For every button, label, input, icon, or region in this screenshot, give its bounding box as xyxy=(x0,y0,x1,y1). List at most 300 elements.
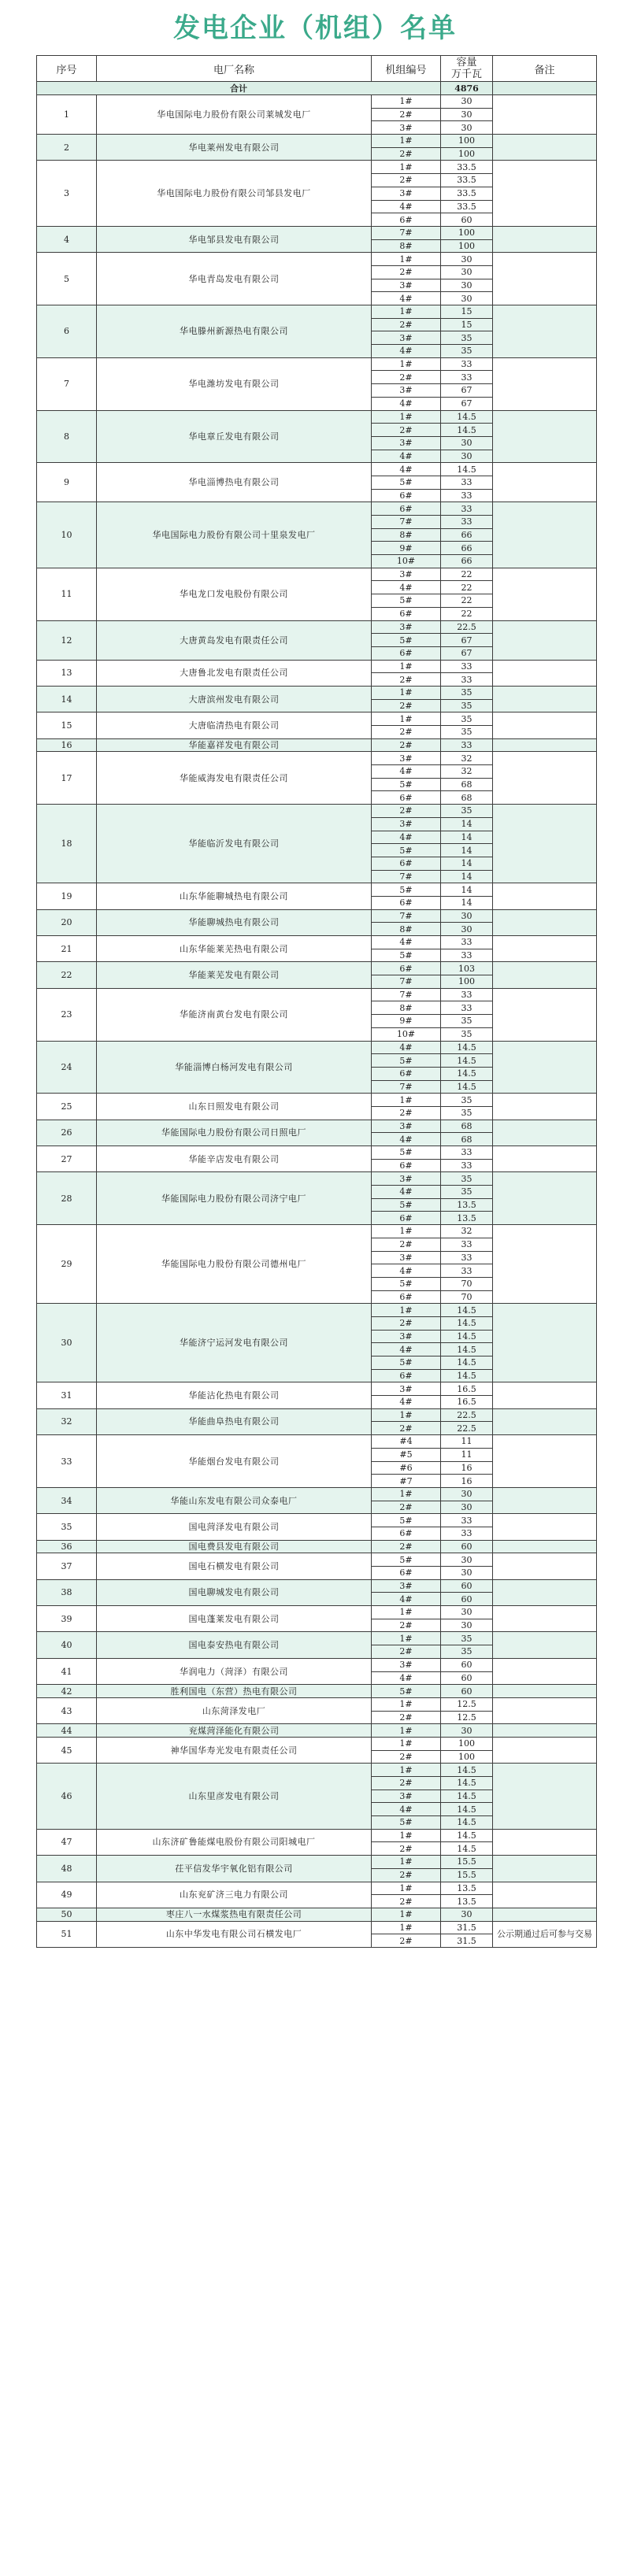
unit-no-cell: 7# xyxy=(372,870,441,883)
unit-no-cell: 6# xyxy=(372,502,441,516)
capacity-cell: 33 xyxy=(441,371,493,384)
remarks-cell xyxy=(493,1225,597,1304)
plant-name-cell: 大唐鲁北发电有限责任公司 xyxy=(97,660,372,686)
seq-cell: 5 xyxy=(37,253,97,305)
plant-name-cell: 华电邹县发电有限公司 xyxy=(97,226,372,252)
table-row xyxy=(37,752,597,765)
unit-no-cell: 3# xyxy=(372,187,441,200)
unit-no-cell: 5# xyxy=(372,1146,441,1160)
seq-cell: 17 xyxy=(37,752,97,805)
unit-no-cell: 4# xyxy=(372,463,441,476)
remarks-cell xyxy=(493,305,597,358)
capacity-cell: 22 xyxy=(441,607,493,620)
capacity-cell: 33 xyxy=(441,1514,493,1527)
table-row xyxy=(37,1408,597,1422)
remarks-cell xyxy=(493,1856,597,1882)
unit-no-cell: 4# xyxy=(372,1041,441,1054)
remarks-cell xyxy=(493,1304,597,1382)
unit-no-cell: 10# xyxy=(372,555,441,568)
plant-name-cell: 华润电力（菏泽）有限公司 xyxy=(97,1658,372,1684)
unit-no-cell: 5# xyxy=(372,844,441,857)
unit-no-cell: 9# xyxy=(372,1015,441,1028)
table-row xyxy=(37,1737,597,1750)
capacity-cell: 30 xyxy=(441,923,493,936)
seq-cell: 20 xyxy=(37,909,97,935)
plant-name-cell: 华能烟台发电有限公司 xyxy=(97,1435,372,1488)
unit-no-cell: 2# xyxy=(372,1645,441,1659)
capacity-cell: 66 xyxy=(441,542,493,555)
capacity-cell: 14.5 xyxy=(441,1343,493,1356)
unit-no-cell: 4# xyxy=(372,1671,441,1685)
seq-cell: 25 xyxy=(37,1094,97,1120)
remarks-cell xyxy=(493,738,597,752)
remarks-cell xyxy=(493,752,597,805)
capacity-cell: 68 xyxy=(441,791,493,805)
capacity-cell: 30 xyxy=(441,279,493,292)
unit-no-cell: 2# xyxy=(372,1106,441,1120)
remarks-cell xyxy=(493,1579,597,1605)
capacity-cell: 35 xyxy=(441,1094,493,1107)
capacity-cell: 33 xyxy=(441,738,493,752)
plant-name-cell: 华电国际电力股份有限公司邹县发电厂 xyxy=(97,161,372,226)
seq-cell: 36 xyxy=(37,1540,97,1553)
capacity-cell: 33 xyxy=(441,660,493,673)
table-row xyxy=(37,1382,597,1396)
table-row xyxy=(37,1487,597,1501)
capacity-cell: 14.5 xyxy=(441,1842,493,1856)
capacity-cell: 68 xyxy=(441,778,493,791)
unit-no-cell: 1# xyxy=(372,1408,441,1422)
capacity-cell: 33 xyxy=(441,1527,493,1540)
capacity-cell: 30 xyxy=(441,108,493,121)
table-row xyxy=(37,357,597,371)
remarks-cell xyxy=(493,1829,597,1855)
seq-cell: 18 xyxy=(37,805,97,883)
unit-no-cell: 1# xyxy=(372,1724,441,1738)
capacity-cell: 30 xyxy=(441,1619,493,1632)
unit-no-cell: 4# xyxy=(372,581,441,594)
table-row xyxy=(37,1921,597,1934)
capacity-cell: 60 xyxy=(441,1540,493,1553)
table-row xyxy=(37,936,597,949)
unit-no-cell: 1# xyxy=(372,1829,441,1842)
seq-cell: 43 xyxy=(37,1697,97,1723)
plant-name-cell: 大唐滨州发电有限公司 xyxy=(97,686,372,712)
plant-name-cell: 山东中华发电有限公司石横发电厂 xyxy=(97,1921,372,1947)
total-label: 合计 xyxy=(37,82,441,95)
capacity-cell: 60 xyxy=(441,213,493,227)
capacity-cell: 33.5 xyxy=(441,174,493,187)
unit-no-cell: 1# xyxy=(372,1606,441,1619)
seq-cell: 21 xyxy=(37,936,97,962)
table-row xyxy=(37,1041,597,1054)
unit-no-cell: 1# xyxy=(372,1882,441,1895)
plant-name-cell: 华能国际电力股份有限公司德州电厂 xyxy=(97,1225,372,1304)
capacity-cell: 14 xyxy=(441,857,493,870)
capacity-cell: 33 xyxy=(441,489,493,502)
capacity-cell: 15.5 xyxy=(441,1856,493,1869)
remarks-cell xyxy=(493,253,597,305)
capacity-cell: 30 xyxy=(441,450,493,463)
unit-no-cell: 10# xyxy=(372,1027,441,1041)
seq-cell: 11 xyxy=(37,568,97,620)
seq-cell: 22 xyxy=(37,962,97,988)
unit-no-cell: 3# xyxy=(372,436,441,450)
unit-no-cell: 1# xyxy=(372,1094,441,1107)
capacity-cell: 14 xyxy=(441,896,493,909)
unit-no-cell: 5# xyxy=(372,1685,441,1698)
seq-cell: 47 xyxy=(37,1829,97,1855)
remarks-cell xyxy=(493,805,597,883)
table-row xyxy=(37,161,597,174)
capacity-cell: 16 xyxy=(441,1475,493,1488)
plant-name-cell: 枣庄八一水煤浆热电有限责任公司 xyxy=(97,1908,372,1921)
capacity-cell: 14 xyxy=(441,883,493,897)
unit-no-cell: 4# xyxy=(372,936,441,949)
plant-name-cell: 华能聊城热电有限公司 xyxy=(97,909,372,935)
seq-cell: 33 xyxy=(37,1435,97,1488)
unit-no-cell: 6# xyxy=(372,791,441,805)
unit-no-cell: 1# xyxy=(372,305,441,319)
capacity-cell: 33.5 xyxy=(441,187,493,200)
unit-no-cell: 7# xyxy=(372,975,441,989)
plant-name-cell: 华能临沂发电有限公司 xyxy=(97,805,372,883)
remarks-cell xyxy=(493,1737,597,1763)
capacity-cell: 32 xyxy=(441,765,493,779)
table-row xyxy=(37,305,597,319)
unit-no-cell: 2# xyxy=(372,147,441,161)
table-row xyxy=(37,1685,597,1698)
table-row xyxy=(37,1764,597,1777)
table-row xyxy=(37,1146,597,1160)
plant-name-cell: 山东里彦发电有限公司 xyxy=(97,1764,372,1829)
capacity-cell: 33 xyxy=(441,1251,493,1264)
unit-no-cell: 6# xyxy=(372,607,441,620)
unit-no-cell: 5# xyxy=(372,1054,441,1068)
capacity-cell: 14.5 xyxy=(441,1829,493,1842)
capacity-cell: 33 xyxy=(441,936,493,949)
capacity-cell: 13.5 xyxy=(441,1882,493,1895)
unit-no-cell: 2# xyxy=(372,1868,441,1882)
unit-no-cell: 5# xyxy=(372,1553,441,1567)
capacity-cell: 70 xyxy=(441,1277,493,1290)
remarks-cell xyxy=(493,410,597,463)
plant-name-cell: 国电蓬莱发电有限公司 xyxy=(97,1606,372,1632)
capacity-cell: 11 xyxy=(441,1448,493,1461)
capacity-cell: 12.5 xyxy=(441,1711,493,1724)
remarks-cell xyxy=(493,686,597,712)
plant-name-cell: 兖煤菏泽能化有限公司 xyxy=(97,1724,372,1738)
capacity-cell: 31.5 xyxy=(441,1934,493,1948)
seq-cell: 26 xyxy=(37,1120,97,1146)
capacity-cell: 60 xyxy=(441,1658,493,1671)
capacity-cell: 14.5 xyxy=(441,1067,493,1080)
unit-no-cell: 8# xyxy=(372,1001,441,1015)
unit-no-cell: 1# xyxy=(372,1304,441,1317)
unit-no-cell: 1# xyxy=(372,410,441,424)
capacity-cell: 60 xyxy=(441,1593,493,1606)
capacity-cell: 30 xyxy=(441,909,493,923)
capacity-cell: 11 xyxy=(441,1435,493,1449)
table-row xyxy=(37,410,597,424)
seq-cell: 24 xyxy=(37,1041,97,1094)
unit-no-cell: 2# xyxy=(372,371,441,384)
unit-no-cell: 2# xyxy=(372,726,441,739)
unit-no-cell: 6# xyxy=(372,1159,441,1172)
capacity-cell: 30 xyxy=(441,1606,493,1619)
plant-name-cell: 大唐临清热电有限公司 xyxy=(97,712,372,738)
capacity-cell: 14 xyxy=(441,870,493,883)
capacity-cell: 22 xyxy=(441,581,493,594)
unit-no-cell: 3# xyxy=(372,817,441,831)
unit-no-cell: 3# xyxy=(372,568,441,581)
table-row xyxy=(37,620,597,634)
capacity-cell: 30 xyxy=(441,253,493,266)
remarks-cell xyxy=(493,1764,597,1829)
header-capacity-unit: 万千瓦 xyxy=(450,68,482,80)
plant-name-cell: 华能国际电力股份有限公司日照电厂 xyxy=(97,1120,372,1146)
unit-no-cell: 1# xyxy=(372,1697,441,1711)
unit-no-cell: 6# xyxy=(372,1067,441,1080)
table-row xyxy=(37,738,597,752)
seq-cell: 42 xyxy=(37,1685,97,1698)
remarks-cell xyxy=(493,962,597,988)
unit-no-cell: 4# xyxy=(372,1343,441,1356)
unit-no-cell: 1# xyxy=(372,1764,441,1777)
table-row xyxy=(37,1882,597,1895)
table-row xyxy=(37,1697,597,1711)
remarks-cell xyxy=(493,660,597,686)
unit-no-cell: 2# xyxy=(372,1842,441,1856)
unit-no-cell: 6# xyxy=(372,1567,441,1580)
remarks-cell xyxy=(493,1697,597,1723)
plant-name-cell: 华能嘉祥发电有限公司 xyxy=(97,738,372,752)
seq-cell: 29 xyxy=(37,1225,97,1304)
remarks-cell xyxy=(493,502,597,568)
remarks-cell xyxy=(493,95,597,135)
unit-no-cell: 5# xyxy=(372,949,441,962)
capacity-cell: 35 xyxy=(441,1632,493,1645)
unit-no-cell: 1# xyxy=(372,95,441,109)
seq-cell: 12 xyxy=(37,620,97,660)
unit-no-cell: 2# xyxy=(372,1316,441,1330)
capacity-cell: 70 xyxy=(441,1290,493,1304)
seq-cell: 37 xyxy=(37,1553,97,1579)
capacity-cell: 35 xyxy=(441,345,493,358)
plant-name-cell: 华电潍坊发电有限公司 xyxy=(97,357,372,410)
unit-no-cell: 9# xyxy=(372,542,441,555)
capacity-cell: 14 xyxy=(441,844,493,857)
remarks-cell xyxy=(493,1382,597,1408)
header-seq: 序号 xyxy=(37,56,97,82)
plant-name-cell: 华能莱芜发电有限公司 xyxy=(97,962,372,988)
unit-no-cell: 2# xyxy=(372,1777,441,1790)
seq-cell: 51 xyxy=(37,1921,97,1947)
seq-cell: 31 xyxy=(37,1382,97,1408)
capacity-cell: 12.5 xyxy=(441,1697,493,1711)
remarks-cell xyxy=(493,1120,597,1146)
table-row xyxy=(37,1579,597,1593)
capacity-cell: 33.5 xyxy=(441,200,493,213)
capacity-cell: 14 xyxy=(441,831,493,844)
unit-no-cell: 6# xyxy=(372,962,441,975)
unit-no-cell: 4# xyxy=(372,765,441,779)
unit-no-cell: 5# xyxy=(372,476,441,489)
capacity-cell: 100 xyxy=(441,1750,493,1764)
seq-cell: 14 xyxy=(37,686,97,712)
unit-no-cell: 4# xyxy=(372,1186,441,1199)
unit-no-cell: 6# xyxy=(372,1290,441,1304)
unit-no-cell: 2# xyxy=(372,1895,441,1908)
plant-name-cell: 大唐黄岛发电有限责任公司 xyxy=(97,620,372,660)
seq-cell: 50 xyxy=(37,1908,97,1921)
remarks-cell xyxy=(493,1172,597,1225)
table-row xyxy=(37,805,597,818)
unit-no-cell: 2# xyxy=(372,1238,441,1251)
unit-no-cell: 3# xyxy=(372,1120,441,1133)
unit-no-cell: 2# xyxy=(372,108,441,121)
remarks-cell xyxy=(493,936,597,962)
total-remarks xyxy=(493,82,597,95)
unit-no-cell: 3# xyxy=(372,1330,441,1343)
capacity-cell: 14.5 xyxy=(441,1369,493,1382)
capacity-cell: 22 xyxy=(441,568,493,581)
unit-no-cell: 4# xyxy=(372,831,441,844)
unit-no-cell: 5# xyxy=(372,1277,441,1290)
capacity-cell: 30 xyxy=(441,292,493,305)
unit-no-cell: 2# xyxy=(372,1934,441,1948)
capacity-cell: 33.5 xyxy=(441,161,493,174)
table-row xyxy=(37,660,597,673)
plant-name-cell: 山东济矿鲁能煤电股份有限公司阳城电厂 xyxy=(97,1829,372,1855)
table-body xyxy=(37,95,597,1948)
capacity-cell: 68 xyxy=(441,1133,493,1146)
unit-no-cell: 6# xyxy=(372,1369,441,1382)
unit-no-cell: 4# xyxy=(372,1133,441,1146)
capacity-cell: 35 xyxy=(441,1106,493,1120)
plant-name-cell: 山东兖矿济三电力有限公司 xyxy=(97,1882,372,1908)
table-row xyxy=(37,253,597,266)
page-title: 发电企业（机组）名单 xyxy=(173,13,457,44)
capacity-cell: 33 xyxy=(441,1146,493,1160)
plant-name-cell: 胜利国电（东营）热电有限公司 xyxy=(97,1685,372,1698)
capacity-cell: 14.5 xyxy=(441,1330,493,1343)
remarks-cell xyxy=(493,1408,597,1434)
unit-no-cell: 2# xyxy=(372,805,441,818)
seq-cell: 34 xyxy=(37,1487,97,1513)
capacity-cell: 100 xyxy=(441,1737,493,1750)
table-row xyxy=(37,135,597,148)
capacity-cell: 14.5 xyxy=(441,1803,493,1816)
table-row xyxy=(37,1856,597,1869)
unit-no-cell: 7# xyxy=(372,909,441,923)
unit-no-cell: 6# xyxy=(372,896,441,909)
seq-cell: 39 xyxy=(37,1606,97,1632)
unit-no-cell: #4 xyxy=(372,1435,441,1449)
unit-no-cell: 5# xyxy=(372,1356,441,1370)
unit-no-cell: 2# xyxy=(372,1619,441,1632)
remarks-cell xyxy=(493,135,597,161)
unit-no-cell: 3# xyxy=(372,1172,441,1186)
capacity-cell: 16 xyxy=(441,1461,493,1475)
remarks-cell xyxy=(493,1632,597,1658)
capacity-cell: 33 xyxy=(441,357,493,371)
unit-no-cell: 4# xyxy=(372,1803,441,1816)
capacity-cell: 31.5 xyxy=(441,1921,493,1934)
seq-cell: 19 xyxy=(37,883,97,909)
seq-cell: 6 xyxy=(37,305,97,358)
table-row xyxy=(37,1120,597,1133)
unit-no-cell: 1# xyxy=(372,1632,441,1645)
unit-no-cell: 2# xyxy=(372,699,441,712)
plant-name-cell: 华电国际电力股份有限公司十里泉发电厂 xyxy=(97,502,372,568)
unit-no-cell: 5# xyxy=(372,1816,441,1830)
remarks-cell xyxy=(493,226,597,252)
seq-cell: 44 xyxy=(37,1724,97,1738)
remarks-cell xyxy=(493,1435,597,1488)
unit-no-cell: 4# xyxy=(372,200,441,213)
capacity-cell: 16.5 xyxy=(441,1382,493,1396)
unit-no-cell: 3# xyxy=(372,121,441,135)
unit-no-cell: 8# xyxy=(372,239,441,253)
capacity-cell: 15 xyxy=(441,318,493,331)
table-row xyxy=(37,1225,597,1238)
table-row xyxy=(37,1908,597,1921)
table-header-row xyxy=(37,56,597,82)
unit-no-cell: 1# xyxy=(372,660,441,673)
unit-no-cell: 4# xyxy=(372,345,441,358)
remarks-cell xyxy=(493,463,597,502)
unit-no-cell: 4# xyxy=(372,397,441,410)
table-row xyxy=(37,909,597,923)
table-row xyxy=(37,1606,597,1619)
plant-name-cell: 华能辛店发电有限公司 xyxy=(97,1146,372,1172)
capacity-cell: 32 xyxy=(441,752,493,765)
table-row xyxy=(37,1658,597,1671)
capacity-cell: 14.5 xyxy=(441,1041,493,1054)
capacity-cell: 14.5 xyxy=(441,463,493,476)
table-row xyxy=(37,1829,597,1842)
capacity-cell: 100 xyxy=(441,135,493,148)
seq-cell: 38 xyxy=(37,1579,97,1605)
header-capacity xyxy=(441,56,493,82)
unit-no-cell: 2# xyxy=(372,1540,441,1553)
seq-cell: 7 xyxy=(37,357,97,410)
capacity-cell: 30 xyxy=(441,1501,493,1514)
plant-name-cell: 神华国华寿光发电有限责任公司 xyxy=(97,1737,372,1763)
unit-no-cell: 2# xyxy=(372,673,441,687)
unit-no-cell: 5# xyxy=(372,778,441,791)
unit-no-cell: 8# xyxy=(372,528,441,542)
plant-name-cell: 华电国际电力股份有限公司莱城发电厂 xyxy=(97,95,372,135)
unit-no-cell: 1# xyxy=(372,1856,441,1869)
remarks-cell xyxy=(493,883,597,909)
capacity-cell: 35 xyxy=(441,699,493,712)
unit-no-cell: 2# xyxy=(372,1422,441,1435)
unit-no-cell: 3# xyxy=(372,331,441,345)
table-row xyxy=(37,502,597,516)
remarks-cell xyxy=(493,988,597,1041)
plant-name-cell: 山东菏泽发电厂 xyxy=(97,1697,372,1723)
capacity-cell: 14.5 xyxy=(441,1316,493,1330)
remarks-cell: 公示期通过后可参与交易 xyxy=(493,1921,597,1947)
unit-no-cell: 1# xyxy=(372,253,441,266)
table-row xyxy=(37,1094,597,1107)
unit-no-cell: 6# xyxy=(372,646,441,660)
capacity-cell: 60 xyxy=(441,1579,493,1593)
table-row xyxy=(37,568,597,581)
table-row xyxy=(37,883,597,897)
